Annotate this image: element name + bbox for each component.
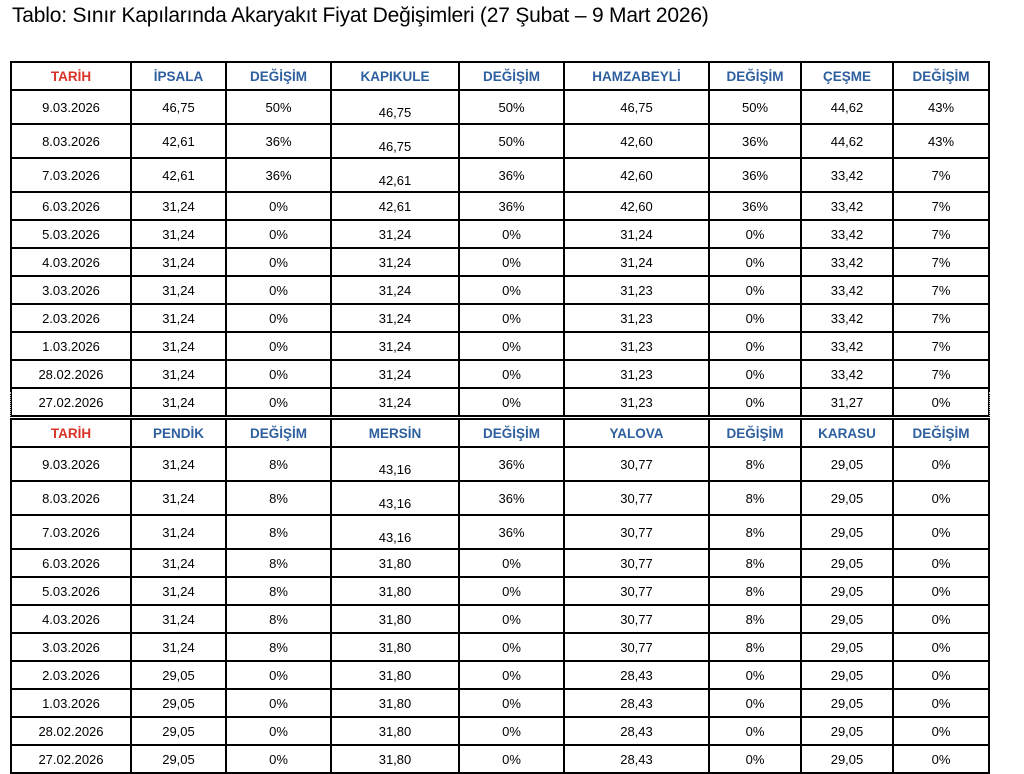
column-header: KARASU <box>801 419 893 447</box>
table-row <box>11 276 989 304</box>
value-cell: 31,24 <box>131 549 226 577</box>
value-cell: 42,61 <box>331 158 459 192</box>
value-cell: 0% <box>893 577 989 605</box>
value-cell: 31,80 <box>331 661 459 689</box>
value-cell: 29,05 <box>801 745 893 773</box>
value-cell: 33,42 <box>801 332 893 360</box>
value-cell: 0% <box>459 388 564 416</box>
column-header: DEĞİŞİM <box>459 62 564 90</box>
value-cell: 28,43 <box>564 689 709 717</box>
value-cell: 8% <box>709 577 801 605</box>
value-cell: 0% <box>709 661 801 689</box>
value-cell: 31,80 <box>331 689 459 717</box>
value-cell: 0% <box>226 220 331 248</box>
price-table-1 <box>10 61 990 417</box>
value-cell: 50% <box>459 124 564 158</box>
value-cell: 8% <box>226 447 331 481</box>
table-title: Tablo: Sınır Kapılarında Akaryakıt Fiyat Değişimleri (27 Şubat – 9 Mart 2026) <box>12 4 709 27</box>
value-cell: 31,24 <box>131 304 226 332</box>
value-cell: 31,24 <box>331 388 459 416</box>
table-row <box>11 90 989 124</box>
value-cell: 0% <box>459 577 564 605</box>
value-cell: 50% <box>226 90 331 124</box>
value-cell: 31,80 <box>331 633 459 661</box>
value-cell: 0% <box>893 549 989 577</box>
table-header-row <box>11 419 989 447</box>
value-cell: 7% <box>893 192 989 220</box>
value-cell: 43,16 <box>331 515 459 549</box>
table-header-row <box>11 62 989 90</box>
value-cell: 31,80 <box>331 549 459 577</box>
table-row <box>11 717 989 745</box>
value-cell: 31,24 <box>564 248 709 276</box>
value-cell: 44,62 <box>801 124 893 158</box>
table-row <box>11 689 989 717</box>
value-cell: 31,24 <box>331 332 459 360</box>
table-row <box>11 124 989 158</box>
value-cell: 46,75 <box>131 90 226 124</box>
value-cell: 31,24 <box>131 447 226 481</box>
value-cell: 28,43 <box>564 661 709 689</box>
value-cell: 8% <box>226 481 331 515</box>
value-cell: 31,24 <box>331 248 459 276</box>
date-cell: 7.03.2026 <box>11 158 131 192</box>
price-table-2 <box>10 418 990 774</box>
table-row <box>11 745 989 773</box>
value-cell: 31,24 <box>131 220 226 248</box>
value-cell: 28,43 <box>564 745 709 773</box>
value-cell: 29,05 <box>131 745 226 773</box>
value-cell: 30,77 <box>564 549 709 577</box>
value-cell: 0% <box>459 605 564 633</box>
column-header: MERSİN <box>331 419 459 447</box>
table-row <box>11 447 989 481</box>
value-cell: 8% <box>226 633 331 661</box>
column-header: YALOVA <box>564 419 709 447</box>
date-cell: 1.03.2026 <box>11 689 131 717</box>
date-cell: 8.03.2026 <box>11 124 131 158</box>
value-cell: 0% <box>459 360 564 388</box>
value-cell: 29,05 <box>801 481 893 515</box>
value-cell: 0% <box>709 388 801 416</box>
value-cell: 8% <box>709 447 801 481</box>
value-cell: 31,80 <box>331 605 459 633</box>
value-cell: 0% <box>459 549 564 577</box>
value-cell: 33,42 <box>801 276 893 304</box>
value-cell: 30,77 <box>564 447 709 481</box>
value-cell: 8% <box>226 549 331 577</box>
value-cell: 31,24 <box>331 360 459 388</box>
date-cell: 2.03.2026 <box>11 304 131 332</box>
value-cell: 0% <box>709 304 801 332</box>
value-cell: 0% <box>893 661 989 689</box>
date-cell: 7.03.2026 <box>11 515 131 549</box>
table-row <box>11 332 989 360</box>
value-cell: 29,05 <box>801 689 893 717</box>
table-separator <box>10 392 990 416</box>
table-row <box>11 577 989 605</box>
value-cell: 36% <box>709 124 801 158</box>
value-cell: 7% <box>893 220 989 248</box>
value-cell: 28,43 <box>564 717 709 745</box>
value-cell: 31,24 <box>131 515 226 549</box>
table-row <box>11 633 989 661</box>
value-cell: 0% <box>893 689 989 717</box>
value-cell: 46,75 <box>331 90 459 124</box>
value-cell: 0% <box>459 220 564 248</box>
value-cell: 29,05 <box>801 447 893 481</box>
value-cell: 31,24 <box>331 304 459 332</box>
value-cell: 31,23 <box>564 304 709 332</box>
value-cell: 36% <box>459 192 564 220</box>
date-cell: 27.02.2026 <box>11 388 131 416</box>
value-cell: 8% <box>709 549 801 577</box>
value-cell: 0% <box>893 633 989 661</box>
value-cell: 0% <box>893 605 989 633</box>
value-cell: 8% <box>709 481 801 515</box>
value-cell: 31,80 <box>331 717 459 745</box>
value-cell: 31,24 <box>131 388 226 416</box>
column-header-date: TARİH <box>11 62 131 90</box>
value-cell: 29,05 <box>801 633 893 661</box>
column-header: DEĞİŞİM <box>893 419 989 447</box>
date-cell: 28.02.2026 <box>11 717 131 745</box>
value-cell: 30,77 <box>564 633 709 661</box>
table-row <box>11 158 989 192</box>
table-row <box>11 549 989 577</box>
value-cell: 30,77 <box>564 515 709 549</box>
value-cell: 0% <box>709 745 801 773</box>
value-cell: 29,05 <box>801 605 893 633</box>
value-cell: 33,42 <box>801 248 893 276</box>
date-cell: 6.03.2026 <box>11 549 131 577</box>
table-row <box>11 481 989 515</box>
date-cell: 8.03.2026 <box>11 481 131 515</box>
value-cell: 0% <box>459 689 564 717</box>
value-cell: 8% <box>709 633 801 661</box>
value-cell: 31,23 <box>564 276 709 304</box>
value-cell: 0% <box>226 192 331 220</box>
value-cell: 44,62 <box>801 90 893 124</box>
date-cell: 1.03.2026 <box>11 332 131 360</box>
date-cell: 27.02.2026 <box>11 745 131 773</box>
value-cell: 31,24 <box>131 633 226 661</box>
date-cell: 3.03.2026 <box>11 276 131 304</box>
value-cell: 36% <box>709 192 801 220</box>
value-cell: 46,75 <box>331 124 459 158</box>
date-cell: 6.03.2026 <box>11 192 131 220</box>
value-cell: 33,42 <box>801 192 893 220</box>
value-cell: 31,24 <box>331 276 459 304</box>
value-cell: 7% <box>893 248 989 276</box>
date-cell: 3.03.2026 <box>11 633 131 661</box>
column-header: KAPIKULE <box>331 62 459 90</box>
table-row <box>11 220 989 248</box>
value-cell: 31,24 <box>131 577 226 605</box>
value-cell: 0% <box>226 248 331 276</box>
value-cell: 0% <box>893 388 989 416</box>
value-cell: 0% <box>709 689 801 717</box>
value-cell: 29,05 <box>131 689 226 717</box>
column-header-date: TARİH <box>11 419 131 447</box>
value-cell: 43,16 <box>331 481 459 515</box>
table-row <box>11 661 989 689</box>
column-header: ÇEŞME <box>801 62 893 90</box>
value-cell: 0% <box>459 304 564 332</box>
value-cell: 31,23 <box>564 360 709 388</box>
value-cell: 0% <box>893 745 989 773</box>
value-cell: 31,24 <box>131 276 226 304</box>
value-cell: 31,24 <box>131 605 226 633</box>
value-cell: 29,05 <box>131 717 226 745</box>
value-cell: 29,05 <box>801 515 893 549</box>
value-cell: 0% <box>459 633 564 661</box>
value-cell: 7% <box>893 276 989 304</box>
value-cell: 0% <box>226 689 331 717</box>
value-cell: 29,05 <box>801 661 893 689</box>
value-cell: 36% <box>226 158 331 192</box>
date-cell: 4.03.2026 <box>11 605 131 633</box>
value-cell: 42,61 <box>131 124 226 158</box>
value-cell: 36% <box>459 158 564 192</box>
value-cell: 7% <box>893 158 989 192</box>
value-cell: 31,24 <box>131 192 226 220</box>
table-row <box>11 304 989 332</box>
date-cell: 5.03.2026 <box>11 220 131 248</box>
column-header: HAMZABEYLİ <box>564 62 709 90</box>
date-cell: 28.02.2026 <box>11 360 131 388</box>
value-cell: 0% <box>709 332 801 360</box>
value-cell: 36% <box>709 158 801 192</box>
value-cell: 42,61 <box>331 192 459 220</box>
value-cell: 31,24 <box>131 481 226 515</box>
value-cell: 0% <box>226 276 331 304</box>
value-cell: 0% <box>226 360 331 388</box>
value-cell: 43% <box>893 90 989 124</box>
value-cell: 30,77 <box>564 605 709 633</box>
value-cell: 8% <box>226 515 331 549</box>
value-cell: 33,42 <box>801 360 893 388</box>
value-cell: 42,60 <box>564 158 709 192</box>
column-header: DEĞİŞİM <box>709 62 801 90</box>
value-cell: 46,75 <box>564 90 709 124</box>
table-row <box>11 605 989 633</box>
value-cell: 0% <box>459 248 564 276</box>
value-cell: 29,05 <box>801 577 893 605</box>
value-cell: 31,24 <box>564 220 709 248</box>
value-cell: 7% <box>893 332 989 360</box>
column-header: PENDİK <box>131 419 226 447</box>
value-cell: 31,27 <box>801 388 893 416</box>
value-cell: 43% <box>893 124 989 158</box>
value-cell: 36% <box>226 124 331 158</box>
value-cell: 0% <box>459 717 564 745</box>
column-header: İPSALA <box>131 62 226 90</box>
value-cell: 31,24 <box>131 248 226 276</box>
value-cell: 31,24 <box>131 332 226 360</box>
table-row <box>11 515 989 549</box>
column-header: DEĞİŞİM <box>226 419 331 447</box>
column-header: DEĞİŞİM <box>226 62 331 90</box>
table-row <box>11 360 989 388</box>
value-cell: 0% <box>459 332 564 360</box>
value-cell: 0% <box>893 447 989 481</box>
value-cell: 8% <box>226 605 331 633</box>
value-cell: 29,05 <box>131 661 226 689</box>
value-cell: 0% <box>709 717 801 745</box>
value-cell: 0% <box>459 661 564 689</box>
value-cell: 36% <box>459 447 564 481</box>
column-header: DEĞİŞİM <box>709 419 801 447</box>
value-cell: 50% <box>709 90 801 124</box>
value-cell: 50% <box>459 90 564 124</box>
column-header: DEĞİŞİM <box>893 62 989 90</box>
value-cell: 36% <box>459 481 564 515</box>
value-cell: 0% <box>709 276 801 304</box>
value-cell: 33,42 <box>801 304 893 332</box>
value-cell: 0% <box>226 717 331 745</box>
value-cell: 0% <box>226 304 331 332</box>
value-cell: 30,77 <box>564 577 709 605</box>
date-cell: 2.03.2026 <box>11 661 131 689</box>
date-cell: 9.03.2026 <box>11 447 131 481</box>
value-cell: 31,23 <box>564 332 709 360</box>
value-cell: 31,23 <box>564 388 709 416</box>
value-cell: 0% <box>226 661 331 689</box>
value-cell: 42,60 <box>564 124 709 158</box>
value-cell: 0% <box>709 220 801 248</box>
value-cell: 0% <box>226 745 331 773</box>
date-cell: 4.03.2026 <box>11 248 131 276</box>
table-row <box>11 192 989 220</box>
value-cell: 42,60 <box>564 192 709 220</box>
value-cell: 29,05 <box>801 549 893 577</box>
value-cell: 0% <box>226 388 331 416</box>
value-cell: 42,61 <box>131 158 226 192</box>
value-cell: 0% <box>459 745 564 773</box>
value-cell: 0% <box>893 717 989 745</box>
value-cell: 0% <box>226 332 331 360</box>
value-cell: 8% <box>709 515 801 549</box>
value-cell: 29,05 <box>801 717 893 745</box>
value-cell: 0% <box>459 276 564 304</box>
value-cell: 7% <box>893 360 989 388</box>
value-cell: 31,24 <box>131 360 226 388</box>
column-header: DEĞİŞİM <box>459 419 564 447</box>
value-cell: 0% <box>709 248 801 276</box>
value-cell: 8% <box>226 577 331 605</box>
value-cell: 33,42 <box>801 220 893 248</box>
value-cell: 31,24 <box>331 220 459 248</box>
date-cell: 9.03.2026 <box>11 90 131 124</box>
value-cell: 33,42 <box>801 158 893 192</box>
value-cell: 0% <box>893 481 989 515</box>
value-cell: 8% <box>709 605 801 633</box>
value-cell: 0% <box>893 515 989 549</box>
value-cell: 36% <box>459 515 564 549</box>
value-cell: 43,16 <box>331 447 459 481</box>
value-cell: 31,80 <box>331 577 459 605</box>
value-cell: 30,77 <box>564 481 709 515</box>
value-cell: 7% <box>893 304 989 332</box>
table-row <box>11 248 989 276</box>
value-cell: 0% <box>709 360 801 388</box>
date-cell: 5.03.2026 <box>11 577 131 605</box>
value-cell: 31,80 <box>331 745 459 773</box>
